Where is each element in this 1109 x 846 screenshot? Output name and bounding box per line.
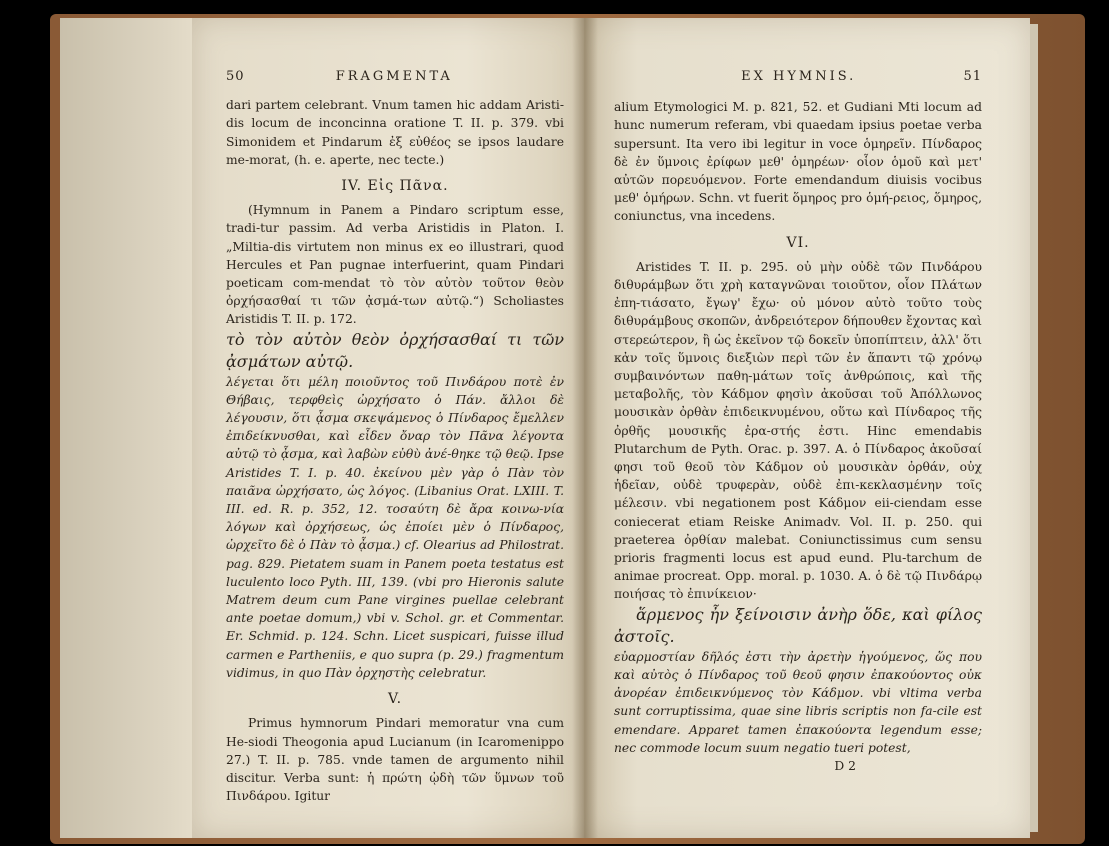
paragraph: εὐαρμοστίαν δῆλός ἐστι τὴν ἀρετὴν ἡγούμενος, ὥς που καὶ αὐτὸς ὁ Πίνδαρος τοῦ θεοῦ φησιν ἐπακούοντος οὐκ ἀνορέαν ἐπιδεικνύμενος τὸν Κάδμον. vbi vltima verba sunt corruptissima, quae sine libris scriptis non fa-cile est emendare. Apparet tamen ἐπακούοντα legendum esse; nec commode locum suum negatio tueri potest, — [614, 649, 982, 755]
left-running-head — [226, 68, 564, 86]
right-running-head — [614, 68, 982, 86]
signature-mark: D 2 — [834, 758, 856, 773]
page-edges-left — [60, 18, 192, 838]
paragraph: λέγεται ὅτι μέλη ποιοῦντος τοῦ Πινδάρου ποτὲ ἐν Θήβαις, τερφθεὶς ὠρχήσατο ὁ Πάν. ἄλλοι δὲ λέγουσιν, ὅτι ᾆσμα σκεψάμενος ὁ Πίνδαρος ἔμελλεν ἐπιδείκνυσθαι, καὶ εἶδεν ὄναρ τὸν Πᾶνα λέγοντα αὐτῷ τὸ ᾆσμα, καὶ λαβὼν εὐθὺ ἀνέ-θηκε τῷ θεῷ. Ipse Aristides T. I. p. 40. ἐκείνου μὲν γὰρ ὁ Πὰν τὸν παιᾶνα ὠρχήσατο, ὡς λόγος. (Libanius Orat. LXIII. T. III. ed. R. p. 352, 12. τοσαύτη δὲ ἄρα κοινω-νία λόγων καὶ ὀρχήσεως, ὡς ἐποίει μὲν ὁ Πίνδαρος, ὠρχεῖτο δὲ ὁ Πὰν τὸ ᾆσμα.) cf. Olearius ad Philostrat. pag. 829. Pietatem suam in Panem poeta testatus est luculento loco Pyth. III, 139. (vbi pro Hieronis salute Matrem deum cum Pane virgines puellae celebrant ante poetae domum,) vbi v. Schol. gr. et Commentar. Er. Schmid. p. 124. Schn. Licet suspicari, fuisse illud carmen e Partheniis, e quo supra (p. 29.) fragmentum vidimus, in quo Πὰν ὀρχηστὴς celebratur. — [226, 374, 564, 680]
right-page-text — [614, 68, 982, 775]
page-edges-right — [1030, 24, 1038, 832]
verse-quote: ἅρμενος ἦν ξείνοισιν ἀνὴρ ὅδε, καὶ φίλος ἀστοῖς. — [614, 604, 982, 646]
greek-lemma: τὸ τὸν αὐτὸν θεὸν ὀρχήσασθαί τι τῶν ᾀσμάτων αὐτῷ. — [226, 329, 564, 371]
paragraph: alium Etymologici M. p. 821, 52. et Gudiani Mti locum ad hunc numerum referam, vbi quaedam ipsius poetae verba supersunt. Ita vero ibi legitur in voce ὁμηρεῖν. Πίνδαρος δὲ ἐν ὕμνοις ἐρίφων μεθ' ὁμηρέων· οἷον ὁμοῦ καὶ μετ' αὐτῶν πορευόμενον. Forte emendandum diuisis vocibus μεθ' ὁμήρων. Schn. vt fuerit ὅμηρος pro ὁμή-ρειος, ὅμηρος, coniunctus, vna incedens. — [614, 100, 982, 224]
section-heading-v: V. — [387, 691, 403, 708]
running-head-title: EX HYMNIS. — [741, 69, 857, 84]
paragraph: dari partem celebrant. Vnum tamen hic addam Aristi-dis locum de inconcinna oratione T. II. p. 379. vbi Simonidem et Pindarum ἐξ εὐθέος se ipsos laudare me-morat, (h. e. aperte, nec tecte.) — [226, 98, 564, 167]
section-heading-iv: IV. Εἰς Πᾶνα. — [341, 178, 449, 195]
left-page-text — [226, 68, 564, 805]
page-number: 50 — [226, 69, 245, 84]
section-heading-vi: VI. — [786, 234, 810, 251]
paragraph: Aristides T. II. p. 295. οὐ μὴν οὐδὲ τῶν Πινδάρου διθυράμβων ὅτι χρὴ καταγνῶναι τοιοῦτον, οἷον Πλάτων ἐπη-τιάσατο, ἔγωγ' ἔχω· οὐ μόνον αὐτὸ τοῦτο τοὺς διθυράμβους σκοπῶν, ἀνδρειότερον δήπουθεν ἔχοντας καὶ στερεώτερον, ἢ ὡς ἐκεῖνον τῷ δοκεῖν ὑποπίπτειν, ἀλλ' ὅτι κἀν τοῖς ὕμνοις διεξιὼν περὶ τῶν ἐν ἅπαντι τῷ χρόνῳ συμβαινόντων παθη-μάτων τοῖς ἀνθρώποις, καὶ τῆς μεταβολῆς, τὸν Κάδμον φησὶν ἀκοῦσαι τοῦ Ἀπόλλωνος μουσικὰν ὀρθὰν ἐπιδεικνυμένου, οὕτω καὶ Πίνδαρος τῆς ὀρθῆς μουσικῆς ἐρα-στής ἐστι. Hinc emendabis Plutarchum de Pyth. Orac. p. 397. A. ὁ Πίνδαρος ἀκοῦσαί φησι τοῦ θεοῦ τὸν Κάδμον οὐ μουσικὰν ὀρθάν, οὐχ ἡδεῖαν, οὐδὲ τρυφερὰν, οὐδὲ ἐπι-κεκλασμένην τοῖς μέλεσιν. vbi negationem post Κάδμον eii-ciendam esse coniecerat etiam Reiske Animadv. Vol. II. p. 250. qui praeterea ὀρθίαν malebat. Coniunctissimus cum sensu prioris fragmenti locus est apud eund. Plu-tarchum de animae procreat. Opp. moral. p. 1030. A. ὁ δὲ τῷ Πινδάρῳ ποιήσας τὸ ἐπινίκειον· — [614, 259, 982, 602]
page-number: 51 — [963, 69, 982, 84]
paragraph: (Hymnum in Panem a Pindaro scriptum esse, tradi-tur passim. Ad verba Aristidis in Platon. I. „Miltia-dis virtutem non minus ex eo illustrari, quod Hercules et Pan pugnae interfuerint, quam Pindari poeticam com-mendat τὸ τὸν αὐτὸν τοῦτον θεὸν ὀρχήσασθαί τι τῶν ᾀσμά-των αὐτῷ.“) Scholiastes Aristidis T. II. p. 172. — [226, 203, 564, 327]
running-head-title: FRAGMENTA — [335, 69, 453, 84]
book-gutter — [572, 18, 598, 838]
paragraph: Primus hymnorum Pindari memoratur vna cum He-siodi Theogonia apud Lucianum (in Icaromenippo 27.) T. II. p. 785. vnde tamen de argumento nihil discitur. Verba sunt: ἡ πρώτη ᾠδὴ τῶν ὕμνων τοῦ Πινδάρου. Igitur — [226, 716, 564, 804]
